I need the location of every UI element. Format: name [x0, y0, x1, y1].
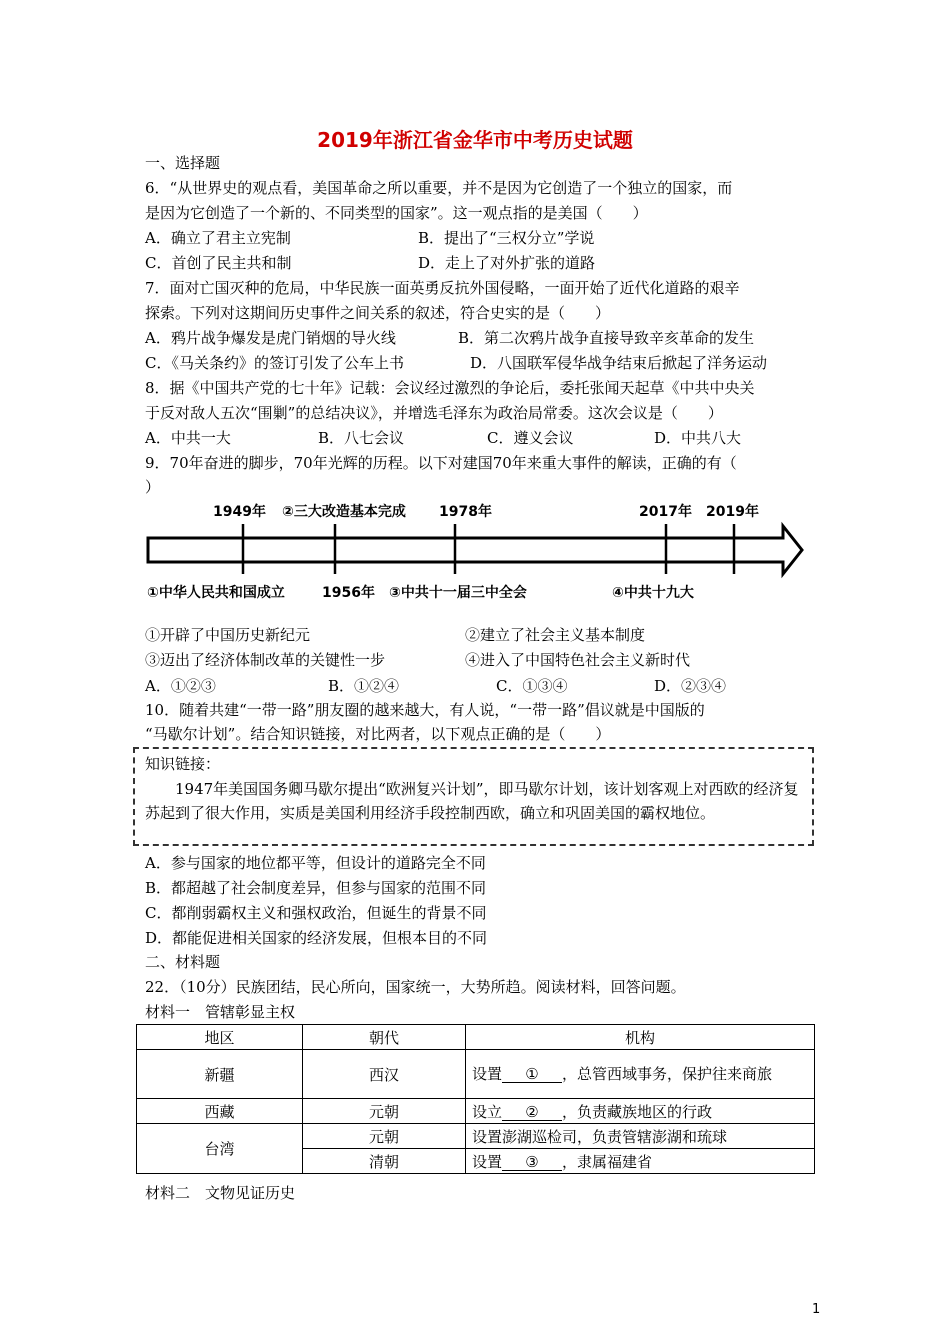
table-cell-institution	[466, 1099, 815, 1124]
timeline-label-1978: 1978年	[439, 504, 492, 520]
table-row	[137, 1124, 815, 1149]
q9-statement-4: ④进入了中国特色社会主义新时代	[465, 651, 691, 669]
q9-option-a: A．①②③	[145, 677, 216, 695]
cell-text: ，隶属福建省	[562, 1152, 653, 1171]
q9-timeline	[145, 495, 810, 610]
table-cell-dynasty: 西汉	[303, 1050, 466, 1099]
q22-line1: 22．（10分）民族团结，民心所向，国家统一，大势所趋。阅读材料，回答问题。	[145, 978, 686, 996]
material-one-heading: 材料一 管辖彰显主权	[145, 1003, 296, 1021]
q7-option-b: B．第二次鸦片战争直接导致辛亥革命的发生	[458, 329, 755, 347]
q9-statement-3: ③迈出了经济体制改革的关键性一步	[145, 651, 386, 669]
table-row	[137, 1099, 815, 1124]
q7-option-d: D．八国联军侵华战争结束后掀起了洋务运动	[470, 354, 768, 372]
q10-option-d: D．都能促进相关国家的经济发展，但根本目的不同	[145, 929, 488, 947]
q9-statement-2: ②建立了社会主义基本制度	[465, 626, 646, 644]
table-cell-region: 台湾	[137, 1124, 303, 1174]
page-number: 1	[812, 1302, 821, 1317]
q10-line1: 10．随着共建“一带一路”朋友圈的越来越大，有人说，“一带一路”倡议就是中国版的	[145, 701, 705, 719]
knowledge-link-title: 知识链接：	[145, 755, 221, 773]
q6-option-d: D．走上了对外扩张的道路	[418, 254, 596, 272]
table-header: 机构	[466, 1025, 815, 1050]
q6-line1: 6．“从世界史的观点看，美国革命之所以重要，并不是因为它创造了一个独立的国家，而	[145, 179, 733, 197]
table-cell-region: 西藏	[137, 1099, 303, 1124]
q10-option-b: B．都超越了社会制度差异，但参与国家的范围不同	[145, 879, 487, 897]
q6-line2: 是因为它创造了一个新的、不同类型的国家”。这一观点指的是美国（ ）	[145, 204, 648, 222]
q6-option-b: B．提出了“三权分立”学说	[418, 229, 595, 247]
cell-text: 设置	[472, 1152, 503, 1171]
section-heading-material: 二、材料题	[145, 953, 221, 971]
q7-option-a: A．鸦片战争爆发是虎门销烟的导火线	[145, 329, 396, 347]
cell-text: ，负责藏族地区的行政	[562, 1102, 713, 1121]
material-table	[136, 1024, 815, 1174]
material-two-heading: 材料二 文物见证历史	[145, 1184, 296, 1202]
q8-line2: 于反对敌人五次“围剿”的总结决议》，并增选毛泽东为政治局常委。这次会议是（ ）	[145, 404, 723, 422]
q6-option-a: A．确立了君主立宪制	[145, 229, 291, 247]
timeline-label-19th-congress: ④中共十九大	[612, 585, 694, 601]
q8-option-b: B．八七会议	[318, 429, 405, 447]
table-cell-institution	[466, 1149, 815, 1174]
table-cell-institution	[466, 1050, 815, 1099]
q10-option-a: A．参与国家的地位都平等，但设计的道路完全不同	[145, 854, 486, 872]
table-cell-region: 新疆	[137, 1050, 303, 1099]
cell-text: 设立	[472, 1102, 503, 1121]
answer-blank-1: ①	[502, 1066, 562, 1083]
timeline-label-1949: 1949年	[213, 504, 266, 520]
table-header: 朝代	[303, 1025, 466, 1050]
cell-text: 设置	[472, 1065, 503, 1083]
page-title: 2019年浙江省金华市中考历史试题	[317, 128, 633, 152]
q6-option-c: C．首创了民主共和制	[145, 254, 292, 272]
table-cell-dynasty: 清朝	[303, 1149, 466, 1174]
timeline-label-1956: 1956年	[322, 585, 375, 601]
q9-option-c: C．①③④	[496, 677, 568, 695]
q8-option-a: A．中共一大	[145, 429, 231, 447]
q9-option-d: D．②③④	[654, 677, 727, 695]
timeline-label-prc-founding: ①中华人民共和国成立	[147, 585, 285, 601]
q7-line1: 7．面对亡国灭种的危局，中华民族一面英勇反抗外国侵略，一面开始了近代化道路的艰辛	[145, 279, 740, 297]
answer-blank-2: ②	[502, 1104, 562, 1121]
timeline-label-socialist-transformation: ②三大改造基本完成	[282, 504, 406, 520]
table-cell-dynasty: 元朝	[303, 1124, 466, 1149]
knowledge-link-box	[133, 747, 814, 846]
table-header-row	[137, 1025, 815, 1050]
section-heading-choice: 一、选择题	[145, 154, 221, 172]
q9-line2: ）	[145, 478, 161, 496]
q10-option-c: C．都削弱霸权主义和强权政治，但诞生的背景不同	[145, 904, 487, 922]
knowledge-link-text: 1947年美国国务卿马歇尔提出“欧洲复兴计划”，即马歇尔计划，该计划客观上对西欧的经济复苏起到了很大作用，实质是美国利用经济手段控制西欧，确立和巩固美国的霸权地位。	[145, 780, 799, 822]
q7-line2: 探索。下列对这期间历史事件之间关系的叙述，符合史实的是（ ）	[145, 304, 611, 322]
timeline-label-2017: 2017年	[639, 504, 692, 520]
q8-option-c: C．遵义会议	[487, 429, 574, 447]
q10-line2: “马歇尔计划”。结合知识链接，对比两者，以下观点正确的是（ ）	[145, 725, 611, 743]
timeline-label-2019: 2019年	[706, 504, 759, 520]
q8-option-d: D．中共八大	[654, 429, 742, 447]
q9-line1: 9．70年奋进的脚步，70年光辉的历程。以下对建国70年来重大事件的解读，正确的有（	[145, 454, 737, 472]
cell-text: ，总管西域事务，保护往来商旅	[562, 1065, 773, 1083]
q7-option-c: C．《马关条约》的签订引发了公车上书	[145, 354, 404, 372]
table-cell-dynasty: 元朝	[303, 1099, 466, 1124]
answer-blank-3: ③	[502, 1154, 562, 1171]
q8-line1: 8．据《中国共产党的七十年》记载：会议经过激烈的争论后，委托张闻天起草《中共中央关	[145, 379, 755, 397]
table-cell-institution: 设置澎湖巡检司，负责管辖澎湖和琉球	[466, 1124, 815, 1149]
table-header: 地区	[137, 1025, 303, 1050]
table-row	[137, 1050, 815, 1099]
timeline-label-third-plenum: ③中共十一届三中全会	[389, 585, 527, 601]
q9-option-b: B．①②④	[328, 677, 400, 695]
q9-statement-1: ①开辟了中国历史新纪元	[145, 626, 311, 644]
